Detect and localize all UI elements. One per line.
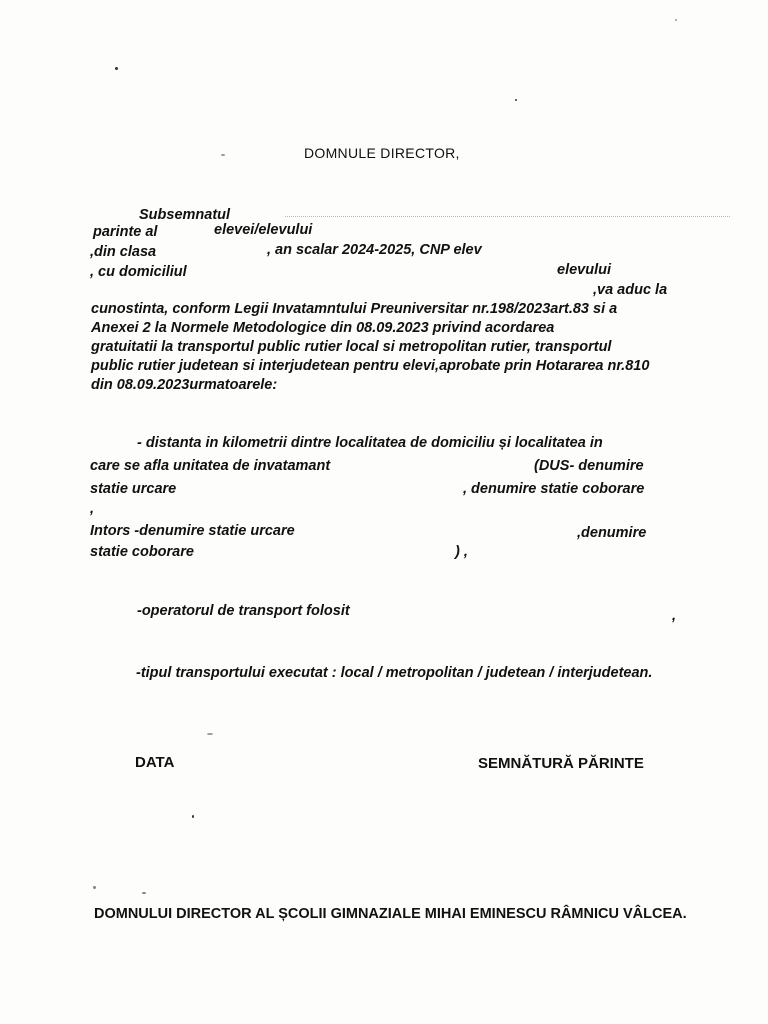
- scan-speck: [675, 19, 677, 21]
- dus-label: (DUS- denumire: [534, 458, 644, 474]
- redacted-name-line: [285, 216, 730, 217]
- denumire-label: ,denumire: [577, 525, 647, 541]
- va-aduc-label: ,va aduc la: [593, 282, 668, 298]
- operatorul-line: -operatorul de transport folosit: [137, 603, 350, 619]
- paragraph-line: gratuitatii la transportul public rutier local si metropolitan rutier, transportul: [91, 339, 612, 355]
- domiciliu-label: , cu domiciliul: [90, 264, 187, 280]
- denumire-coborare-label: , denumire statie coborare: [463, 481, 645, 497]
- paragraph-line: public rutier judetean si interjudetean pentru elevi,aprobate prin Hotararea nr.810: [91, 358, 650, 374]
- an-scolar-label: , an scalar 2024-2025, CNP elev: [267, 242, 482, 258]
- close-paren: ) ,: [455, 544, 468, 560]
- intors-line: Intors -denumire statie urcare: [90, 523, 295, 539]
- semnatura-label: SEMNĂTURĂ PĂRINTE: [478, 755, 644, 772]
- document-title: DOMNULE DIRECTOR,: [304, 145, 460, 161]
- scan-speck: [115, 67, 118, 70]
- care-se-afla-line: care se afla unitatea de invatamant: [90, 458, 331, 474]
- paragraph-line: Anexei 2 la Normele Metodologice din 08.09.2023 privind acordarea: [91, 320, 555, 336]
- tipul-line: -tipul transportului executat : local / metropolitan / judetean / interjudetean.: [136, 665, 653, 681]
- elevului-label: elevului: [557, 262, 611, 278]
- parinte-label: parinte al: [93, 224, 158, 240]
- subsemnatul-label: Subsemnatul: [139, 207, 231, 223]
- data-label: DATA: [135, 754, 175, 771]
- scan-speck: [207, 733, 213, 735]
- paragraph-line: cunostinta, conform Legii Invatamntului Preuniversitar nr.198/2023art.83 si a: [91, 301, 618, 317]
- scan-speck: [142, 892, 146, 894]
- din-clasa-label: ,din clasa: [90, 244, 157, 260]
- scan-speck: [515, 99, 517, 101]
- scan-speck: [93, 886, 96, 889]
- paragraph-line: din 08.09.2023urmatoarele:: [91, 377, 278, 393]
- distanta-line: - distanta in kilometrii dintre localitatea de domiciliu și localitatea in: [137, 435, 603, 451]
- statie-coborare-label: statie coborare: [90, 544, 194, 560]
- elevei-label: elevei/elevului: [214, 222, 313, 238]
- comma-mark: ,: [90, 501, 95, 517]
- comma-mark: ,: [672, 608, 677, 624]
- scan-speck: [192, 815, 194, 818]
- footer-addressee: DOMNULUI DIRECTOR AL ȘCOLII GIMNAZIALE MIHAI EMINESCU RÂMNICU VÂLCEA.: [94, 906, 687, 922]
- scan-speck: [221, 154, 225, 156]
- statie-urcare-label: statie urcare: [90, 481, 177, 497]
